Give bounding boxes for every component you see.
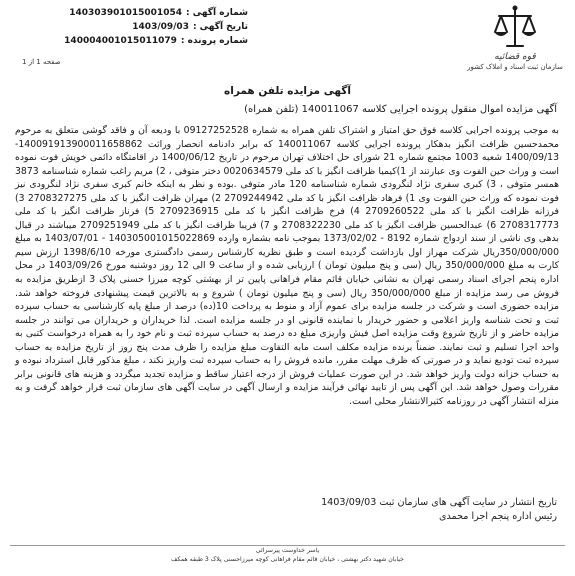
notice-number-row [18,6,248,20]
closing-block [17,496,557,524]
org-subtitle: سازمان ثبت اسناد و املاک کشور [467,63,563,71]
judiciary-emblem [460,4,570,96]
page-number: صفحه 1 از 1 [22,58,61,66]
footer [10,546,565,564]
scales-of-justice-icon [493,4,537,52]
signature-line: رئیس اداره پنجم اجرا محمدی [438,511,557,522]
footer-address: خیابان شهید دکتر بهشتی ، خیابان قائم مقام فراهانی کوچه میرزاحسنی پلاک 3 طبقه همکف [171,556,404,563]
file-number-label: شماره پرونده : [180,36,248,46]
notice-number-label: شماره آگهی : [186,8,248,18]
notice-title: آگهی مزایده تلفن همراه [224,85,351,97]
notice-date: 1403/09/03 [132,22,189,32]
body-paragraph: به موجب پرونده اجرایی کلاسه فوق حق امتیاز و اشتراک تلفن همراه به شماره 09127252528 با ودیعه آن و فاقد گوشی متعلق به مرحوم محمدحسین ظرافت انگیز بدهکار پرونده اجرایی کلاسه 140011067 که برابر دادنامه انحصار وراثت 140091913900011658862-1400/09/13 شعبه 1003 مجتمع شماره 21 شورای حل اختلاف تهران مرحوم در تاریخ 1400/06/12 در اقامتگاه دائمی خویش فوت نموده است و وراث حین الفوت وی عبارتند از 1)کیمیا ظرافت انگیز با کد ملی 0020634579 دختر متوفی ، 2) مریم راغب شماره شناسنامه 3873 همسر متوفی ، 3) کبری سفری نژاد لنگرودی شماره شناسنامه 120 مادر متوفی .بوده و نظر به اینکه خانم کبری سفری نژاد لنگرودی نیز فوت نموده که وراث حین الفوت وی 1) فرهاد ظرافت انگیز با کد ملی 2709244942 2) مهران ظرافت انگیز با کد ملی 2708327275 3) فرزانه ظرافت انگیز با کد ملی 2709260522 4) فرخ ظرافت انگیز با کد ملی 2709236915 5) فرناز ظرافت انگیز با کد ملی 2708317773 6) عبدالحسین ظرافت انگیز با کد ملی 2708322230 و 7) فریبا ظرافت انگیز با کد ملی 2709251949 میباشند در قبال بدهی وی ناشی از سند ازدواج شماره 8192 - 1373/02/02 بموجب نامه بشماره وارده 140305001015022869 - 1403/07/01 به مبلغ 350/000/000ریال شرکت مهراز اول بازداشت گردیده است و طبق نظریه کارشناس رسمی دادگستری مورخه 1398/6/10 ارزش سیم کارت به مبلغ 350/000/000 ریال (سی و پنج میلیون تومان ) ارزیابی شده و از ساعت 9 الی 12 روز دوشنبه مورخ 1403/09/26 در محل اداره پنجم اجرای اسناد رسمی تهران به نشانی خیابان قائم مقام فراهانی پایین تر از بهشتی کوچه میرزا حسنی پلاک 3 ازطریق مزایده به فروش می رسد مزایده از مبلغ 350/000/000 ریال (سی و پنج میلیون تومان ) شروع و به بالاترین قیمت پیشنهادی فروخته خواهد شد. مزایده حضوری است و شرکت در جلسه مزایده برای عموم آزاد و منوط به پرداخت 10(ده) درصد از مبلغ پایه کارشناسی به حساب سپرده ثبت و تحت شناسه واریز اعلامی و حضور خریدار با نماینده قانونی او در جلسه مزایده است. لذا خریداران و خریداران می توانند در جلسه مزایده حاضر و از تاریخ شروع وقت مزایده اصل فیش واریزی مبلغ ده درصد به حساب سپرده ثبت و نام خود را به همراه درخواست کتبی به واحد اجرا تسلیم و ثبت نمایند. ضمناً برنده مزایده مکلف است مابه التفاوت مبلغ مزایده را ظرف مدت پنج روز از تاریخ مزایده به حساب سپرده ثبت تودیع نماید و در صورتی که ظرف مهلت مقرر، مانده فروش را به حساب سپرده ثبت واریز نکند ، مبلغ مذکور قابل استرداد نبوده و به حساب خزانه دولت واریز خواهد شد. در این صورت عملیات فروش از درجه اعتبار ساقط و مزایده تجدید میگردد و هزینه های قانونی برابر مقررات وصول خواهد شد. این آگهی پس از تایید نهائی فرآیند مزایده و ارسال آگهی در سایت آگهی های سازمان ثبت قرار خواهد گرفت و به منزله انتشار آگهی در روزنامه کثیرالانتشار محلی است. [15,125,560,407]
notice-meta [18,6,248,48]
notice-body [15,124,559,408]
notice-date-row [18,20,248,34]
file-number: 140004001015011079 [64,36,177,46]
file-number-row [18,34,248,48]
footer-signer: یاسر خداوست پیرسرائی [255,547,320,554]
publish-date-line: تاریخ انتشار در سایت آگهی های سازمان ثبت 1403/09/03 [321,497,557,508]
notice-number: 140303901015001054 [69,8,182,18]
org-name: قوه قضائیه [494,52,536,62]
notice-subtitle: آگهی مزایده اموال منقول پرونده اجرایی کلاسه 140011067 (تلفن همراه) [244,104,557,115]
notice-date-label: تاریخ آگهی : [192,22,248,32]
